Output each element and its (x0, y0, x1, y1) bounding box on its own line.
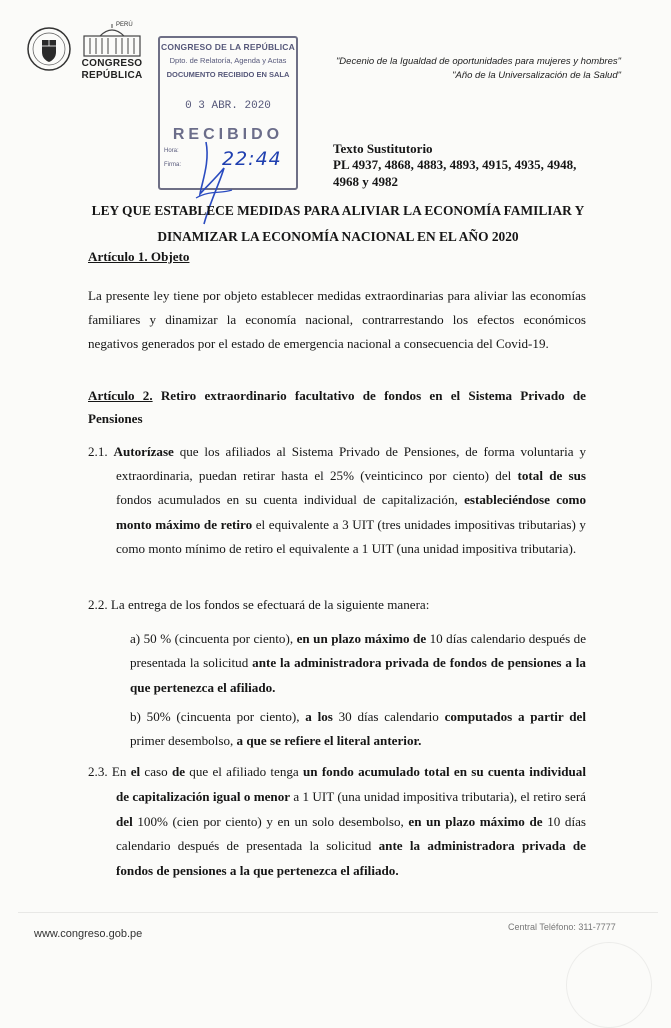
article-2-heading-text: Retiro extraordinario facultativo de fondos en el Sistema Privado de Pensiones (88, 388, 586, 426)
p22b-s6: a que se refiere el literal anterior. (236, 733, 422, 749)
article-1-heading: Artículo 1. Objeto (88, 249, 190, 264)
p22a-s3: 10 días calendario después de presentada la solicitud (130, 631, 587, 671)
footer-divider (18, 912, 658, 913)
stamp-firma-label: Firma: (164, 162, 181, 168)
stamp-time: 22:44 (222, 148, 282, 170)
p22a-s1: a) 50 % (cincuenta por ciento), (130, 631, 297, 646)
stamp-recibido: RECIBIDO (172, 126, 284, 143)
decenio-line2: "Año de la Universalización de la Salud" (452, 70, 621, 81)
p22b-s2: a los (305, 709, 333, 724)
stamp-date: 0 3 ABR. 2020 (185, 100, 271, 112)
paragraph-2-2: 2.2. La entrega de los fondos se efectuará de la siguiente manera: (88, 597, 430, 612)
p23-s11: 10 días calendario después de presentada la solicitud (116, 813, 587, 854)
p21-s4: fondos acumulados en su cuenta individual de capitalización, (116, 492, 465, 508)
p22b-s5: primer desembolso, (130, 733, 237, 749)
p22b-s3: 30 días calendario (332, 709, 445, 724)
p22a-s2: en un plazo máximo de (296, 631, 427, 646)
p23-s10: en un plazo máximo de (408, 813, 543, 829)
p23-s9: 100% (cien por ciento) y en un solo desembolso, (132, 813, 409, 829)
peru-label: PERÚ (116, 22, 133, 28)
stamp-line3: DOCUMENTO RECIBIDO EN SALA (166, 70, 290, 79)
p23-s12: ante la administradora privada de fondos de pensiones a la que pertenezca el afiliado. (116, 838, 586, 879)
watermark-seal-icon (566, 942, 652, 1028)
p21-num: 2.1. (88, 444, 114, 459)
decenio-line1: "Decenio de la Igualdad de oportunidades para mujeres y hombres" (335, 56, 621, 67)
p23-s1: 2.3. En (88, 764, 131, 779)
p21-s5: estableciéndose como monto máximo de retiro (116, 492, 587, 532)
decenio-slogan (336, 55, 621, 83)
paragraph-2-3 (88, 760, 587, 884)
texto-sustitutorio-label: Texto Sustitutorio (333, 141, 433, 156)
p22b-s1: b) 50% (cincuenta por ciento), (130, 709, 306, 724)
paragraph-2-2-b (130, 705, 586, 754)
article-1-text: La presente ley tiene por objeto establecer medidas extraordinarias para aliviar las economías familiares y dinamizar la economía nacional, contrarrestando los efectos económicos negativos generados por el estado de emergencia nacional a consecuencia del Covid-19. (88, 288, 586, 352)
logo-republica: REPÚBLICA (81, 70, 143, 81)
p21-s3: total de sus (517, 468, 586, 484)
project-law-numbers: PL 4937, 4868, 4883, 4893, 4915, 4935, 4948, 4968 y 4982 (333, 157, 577, 189)
footer-website: www.congreso.gob.pe (34, 928, 143, 940)
reception-stamp (158, 36, 298, 190)
law-title (60, 198, 616, 250)
coat-of-arms-icon (26, 26, 72, 72)
p23-s7: a 1 UIT (una unidad impositiva tributaria), el retiro será (290, 788, 586, 804)
stamp-line2: Dpto. de Relatoría, Agenda y Actas (169, 56, 287, 65)
p22b-s4: computados a partir del (444, 709, 586, 724)
p23-s3: caso (140, 764, 172, 779)
p21-s6: el equivalente a 3 UIT (tres unidades impositivas tributarias) y como monto mínimo de retiro el equivalente a 1 UIT (una unidad impositiva tributaria). (116, 516, 586, 556)
p23-s6: un fondo acumulado total en su cuenta individual de capitalización igual o menor (116, 764, 586, 804)
p21-s2: que los afiliados al Sistema Privado de Pensiones, de forma voluntaria y extraordinaria, puedan retirar hasta el 25% (veinticinco por ciento) del (116, 444, 586, 484)
stamp-hora-label: Hora: (164, 148, 179, 154)
paragraph-2-1 (88, 440, 587, 561)
p23-s5: que el afiliado tenga (185, 764, 303, 779)
law-title-line1: LEY QUE ESTABLECE MEDIDAS PARA ALIVIAR LA ECONOMÍA FAMILIAR Y (91, 203, 585, 218)
p23-s8: del (116, 813, 133, 829)
p23-s2: el (130, 764, 141, 779)
p21-s1: Autorízase (113, 444, 174, 459)
logo-congreso: CONGRESO (81, 58, 143, 69)
congress-building-icon (80, 24, 144, 58)
paragraph-2-2-a (130, 627, 586, 700)
footer-phone: Central Teléfono: 311-7777 (508, 922, 616, 932)
law-title-line2: DINAMIZAR LA ECONOMÍA NACIONAL EN EL AÑO 2020 (157, 229, 519, 244)
stamp-line1: CONGRESO DE LA REPÚBLICA (161, 42, 295, 52)
p22a-s4: ante la administradora privada de fondos de pensiones a la que pertenezca el afiliado. (130, 655, 586, 695)
p23-s4: de (171, 764, 186, 779)
article-2-heading (88, 384, 586, 430)
article-2-heading-num: Artículo 2. (88, 388, 153, 403)
